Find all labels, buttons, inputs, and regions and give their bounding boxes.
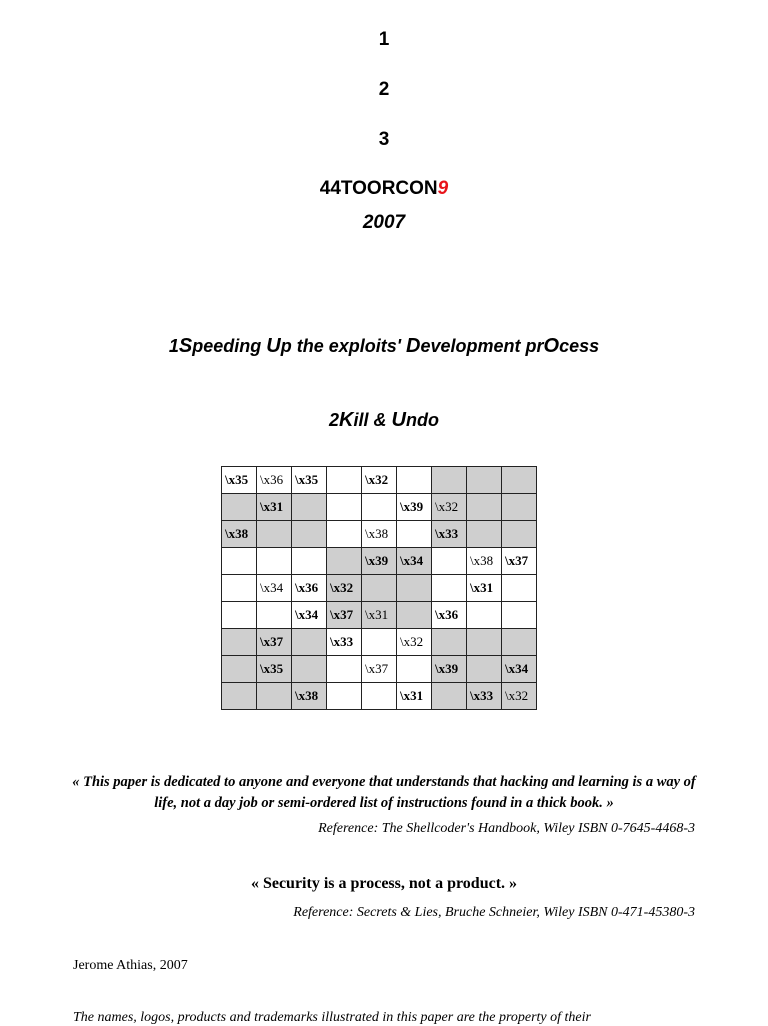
grid-row — [222, 602, 537, 629]
grid-cell: \x33 — [432, 521, 467, 548]
grid-cell: \x39 — [397, 494, 432, 521]
grid-row — [222, 467, 537, 494]
grid-row — [222, 683, 537, 710]
grid-cell — [292, 494, 327, 521]
grid-cell: \x37 — [257, 629, 292, 656]
grid-cell — [432, 629, 467, 656]
grid-cell: \x32 — [432, 494, 467, 521]
sub-title — [0, 409, 768, 432]
sub-title-part: ill & — [353, 410, 392, 430]
grid-cell — [257, 521, 292, 548]
main-title — [0, 335, 768, 358]
grid-cell — [222, 656, 257, 683]
main-title-part: S — [178, 335, 193, 357]
main-title-part: peeding — [192, 336, 267, 356]
grid-cell — [502, 521, 537, 548]
grid-cell — [327, 656, 362, 683]
grid-cell: \x33 — [327, 629, 362, 656]
grid-cell — [222, 548, 257, 575]
grid-cell: \x37 — [502, 548, 537, 575]
grid-row — [222, 656, 537, 683]
conference-name: 44TOORCON9 — [319, 178, 449, 199]
grid-cell: \x37 — [327, 602, 362, 629]
grid-cell — [327, 467, 362, 494]
grid-cell — [502, 629, 537, 656]
grid-cell: \x31 — [257, 494, 292, 521]
sub-title-part: ndo — [405, 410, 439, 430]
grid-cell: \x35 — [292, 467, 327, 494]
grid-cell: \x35 — [257, 656, 292, 683]
grid-cell — [467, 656, 502, 683]
grid-cell — [362, 683, 397, 710]
grid-cell: \x37 — [362, 656, 397, 683]
sub-title-part: U — [391, 409, 406, 431]
grid-cell — [432, 467, 467, 494]
grid-cell: \x38 — [222, 521, 257, 548]
grid-cell — [432, 575, 467, 602]
grid-cell — [467, 521, 502, 548]
conference-year: 2007 — [362, 212, 406, 233]
main-title-part: U — [266, 335, 281, 357]
grid-cell — [222, 629, 257, 656]
heading-number-3: 3 — [378, 129, 390, 150]
grid-cell: \x34 — [292, 602, 327, 629]
conference-number: 9 — [437, 178, 449, 199]
grid-cell — [467, 629, 502, 656]
grid-cell — [292, 548, 327, 575]
grid-cell — [397, 575, 432, 602]
main-title-part: cess — [559, 336, 600, 356]
security-quote: « Security is a process, not a product. » — [250, 875, 518, 892]
grid-cell — [257, 548, 292, 575]
grid-cell: \x38 — [292, 683, 327, 710]
disclaimer-text: The names, logos, products and trademarks illustrated in this paper are the property of their — [73, 1010, 591, 1025]
grid-row — [222, 521, 537, 548]
heading-number-1: 1 — [378, 29, 390, 50]
grid-cell — [362, 575, 397, 602]
grid-cell — [327, 521, 362, 548]
grid-cell — [327, 548, 362, 575]
grid-cell: \x32 — [397, 629, 432, 656]
dedication-quote: « This paper is dedicated to anyone and everyone that understands that hacking and learning is a way of life, not a day job or semi-ordered list of instructions found in a thick book. » — [72, 774, 696, 811]
sub-title-part: K — [339, 409, 354, 431]
grid-cell: \x34 — [257, 575, 292, 602]
grid-cell: \x31 — [397, 683, 432, 710]
conference-prefix: 4TOORCON — [330, 178, 438, 199]
grid-cell — [222, 602, 257, 629]
grid-cell: \x31 — [362, 602, 397, 629]
main-title-number: 1 — [168, 336, 179, 356]
grid-cell — [222, 683, 257, 710]
grid-cell — [502, 467, 537, 494]
grid-cell: \x39 — [362, 548, 397, 575]
grid-cell — [222, 575, 257, 602]
grid-cell — [362, 494, 397, 521]
grid-cell: \x36 — [257, 467, 292, 494]
grid-cell — [432, 683, 467, 710]
grid-cell: \x34 — [397, 548, 432, 575]
grid-cell — [257, 683, 292, 710]
grid-cell — [432, 548, 467, 575]
security-reference: Reference: Secrets & Lies, Bruche Schneier, Wiley ISBN 0-471-45380-3 — [293, 905, 695, 920]
grid-cell: \x32 — [362, 467, 397, 494]
grid-cell — [467, 602, 502, 629]
grid-cell: \x32 — [502, 683, 537, 710]
main-title-part: O — [543, 335, 560, 357]
grid-cell — [467, 494, 502, 521]
grid-row — [222, 548, 537, 575]
grid-cell — [397, 656, 432, 683]
grid-cell: \x31 — [467, 575, 502, 602]
grid-row — [222, 494, 537, 521]
grid-cell: \x33 — [467, 683, 502, 710]
grid-cell — [502, 494, 537, 521]
main-title-part: p the exploits' — [280, 336, 407, 356]
main-title-part: evelopment pr — [420, 336, 544, 356]
grid-cell: \x39 — [432, 656, 467, 683]
grid-cell — [327, 494, 362, 521]
grid-cell — [222, 494, 257, 521]
grid-cell — [292, 629, 327, 656]
grid-cell — [502, 575, 537, 602]
main-title-part: D — [406, 335, 421, 357]
grid-cell — [327, 683, 362, 710]
sub-title-number: 2 — [329, 410, 340, 430]
grid-cell: \x34 — [502, 656, 537, 683]
grid-cell: \x38 — [467, 548, 502, 575]
grid-row — [222, 575, 537, 602]
grid-cell: \x36 — [432, 602, 467, 629]
grid-cell — [362, 629, 397, 656]
grid-cell: \x35 — [222, 467, 257, 494]
dedication-reference: Reference: The Shellcoder's Handbook, Wiley ISBN 0-7645-4468-3 — [318, 821, 695, 836]
grid-cell — [397, 521, 432, 548]
grid-cell — [397, 467, 432, 494]
grid-cell — [502, 602, 537, 629]
grid-cell — [292, 656, 327, 683]
author-line: Jerome Athias, 2007 — [73, 958, 188, 973]
grid-row — [222, 629, 537, 656]
grid-cell — [292, 521, 327, 548]
hex-grid-table — [221, 466, 537, 710]
heading-number-2: 2 — [378, 79, 390, 100]
grid-cell: \x38 — [362, 521, 397, 548]
grid-cell — [397, 602, 432, 629]
grid-cell — [467, 467, 502, 494]
grid-cell: \x36 — [292, 575, 327, 602]
grid-cell: \x32 — [327, 575, 362, 602]
grid-cell — [257, 602, 292, 629]
